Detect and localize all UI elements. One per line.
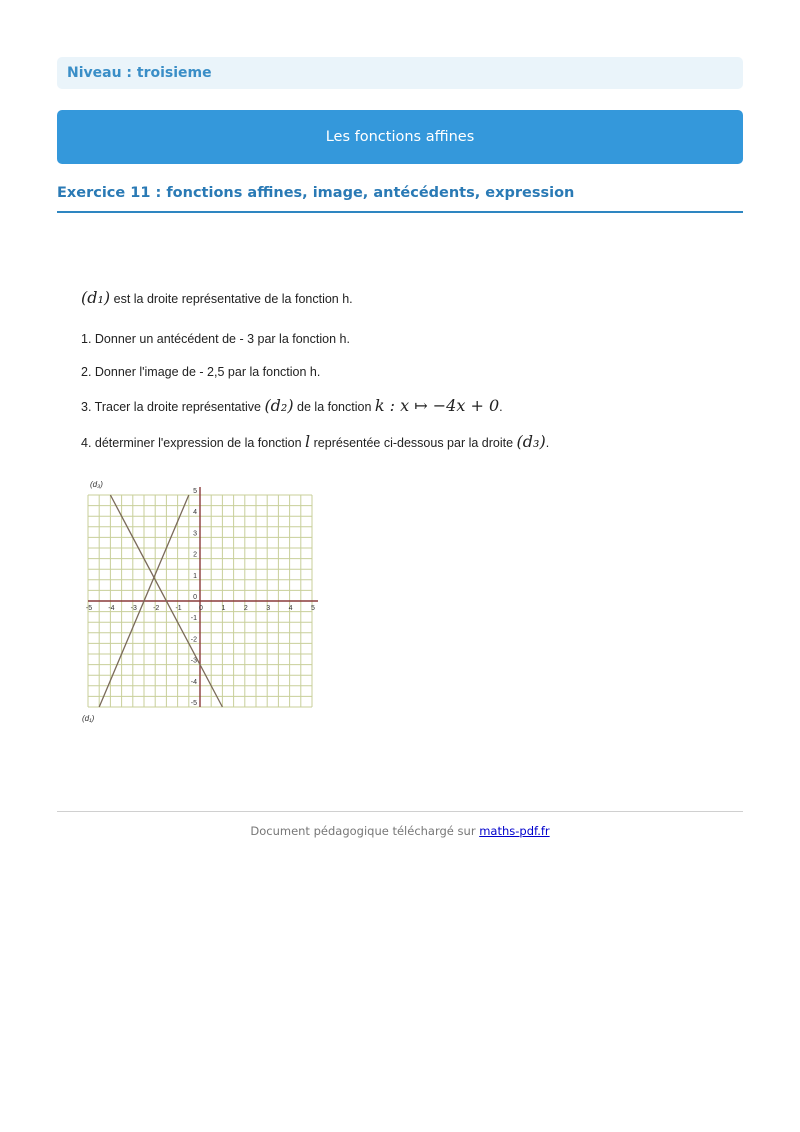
x-tick-label: -4: [108, 605, 115, 612]
y-tick-label: 2: [193, 551, 197, 559]
y-tick-label: 4: [193, 509, 197, 517]
x-tick-label: -3: [130, 605, 137, 612]
y-tick-label: -3: [190, 657, 197, 665]
q3-end: .: [499, 400, 503, 414]
intro-line: [81, 288, 353, 307]
math-d2: (d₂): [264, 396, 294, 415]
intro-text: est la droite représentative de la fonction h.: [110, 292, 353, 306]
function-graph: [80, 475, 325, 727]
x-tick-label: 4: [288, 605, 293, 612]
chapter-banner: Les fonctions affines: [57, 110, 743, 164]
y-tick-label: -4: [190, 678, 197, 686]
x-tick-label: 1: [221, 605, 226, 612]
x-tick-label: 5: [311, 605, 315, 612]
footer-divider: [57, 811, 743, 812]
footer-link[interactable]: maths-pdf.fr: [479, 824, 550, 838]
series-label-d3: (d₃): [90, 480, 103, 489]
question-4: [81, 432, 549, 451]
x-tick-label: -2: [153, 605, 160, 612]
graph-svg: [80, 475, 325, 727]
x-tick-label: -5: [85, 605, 93, 612]
y-tick-label: -2: [190, 636, 197, 644]
math-l: l: [305, 432, 311, 451]
q3-text2: de la fonction: [293, 400, 375, 414]
question-2: 2. Donner l'image de - 2,5 par la fonction h.: [81, 365, 321, 379]
y-tick-label: 1: [193, 572, 197, 580]
q4-text2: représentée ci-dessous par la droite: [310, 436, 517, 450]
x-tick-label: 0: [199, 605, 203, 612]
y-tick-label: -1: [190, 615, 197, 623]
q4-text: 4. déterminer l'expression de la fonction: [81, 436, 306, 450]
y-tick-label: 0: [193, 594, 197, 601]
exercise-title: Exercice 11 : fonctions affines, image, antécédents, expression: [57, 185, 743, 213]
x-tick-label: 2: [243, 605, 248, 612]
footer: [57, 824, 743, 838]
series-label-d1: (d₁): [82, 714, 95, 723]
q3-text: 3. Tracer la droite représentative: [81, 400, 265, 414]
y-tick-label: 5: [193, 488, 197, 495]
q4-end: .: [545, 436, 550, 450]
x-tick-label: 3: [266, 605, 271, 612]
x-tick-label: -1: [175, 605, 182, 612]
math-d1: (d₁): [81, 288, 111, 307]
footer-text: Document pédagogique téléchargé sur: [250, 824, 480, 838]
question-3: [81, 396, 503, 415]
y-tick-label: 3: [193, 530, 197, 538]
question-1: 1. Donner un antécédent de - 3 par la fonction h.: [81, 332, 350, 346]
math-d3: (d₃): [516, 432, 546, 451]
math-function-k: k : x ↦ −4x + 0: [374, 396, 500, 415]
y-tick-label: -5: [190, 700, 197, 707]
level-label: Niveau : troisieme: [57, 57, 743, 89]
